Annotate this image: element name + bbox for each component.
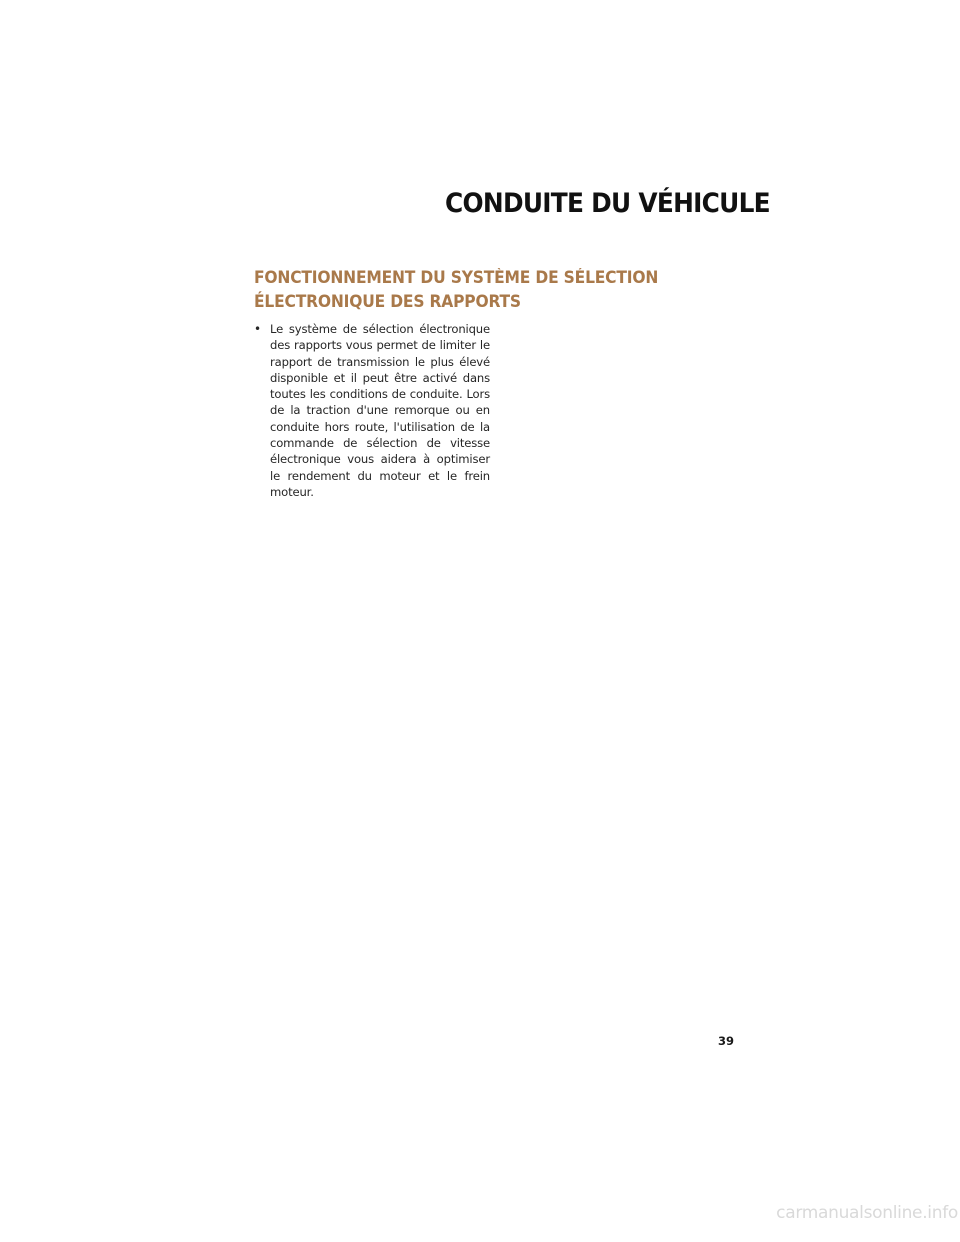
list-item (254, 321, 490, 500)
watermark-text: carmanualsonline.info (776, 1203, 958, 1223)
bullet-marker: • (254, 322, 261, 336)
section-heading-line-1: FONCTIONNEMENT DU SYSTÈME DE SÉLECTION (254, 268, 659, 287)
page-number: 39 (717, 1034, 734, 1048)
bullet-list (254, 321, 490, 500)
chapter-title: CONDUITE DU VÉHICULE (445, 188, 770, 219)
section-heading-line-2: ÉLECTRONIQUE DES RAPPORTS (254, 292, 521, 311)
bullet-text: Le système de sélection électronique des rapports vous permet de limiter le rapport de transmission le plus élevé disponible et il peut être activé dans toutes les conditions de conduite. Lors de la traction d'une remorque ou en conduite hors route, l'utilisation de la commande de sélection de vitesse électronique vous aidera à optimiser le rendement du moteur et le frein moteur. (270, 322, 490, 499)
section-heading (254, 266, 659, 314)
